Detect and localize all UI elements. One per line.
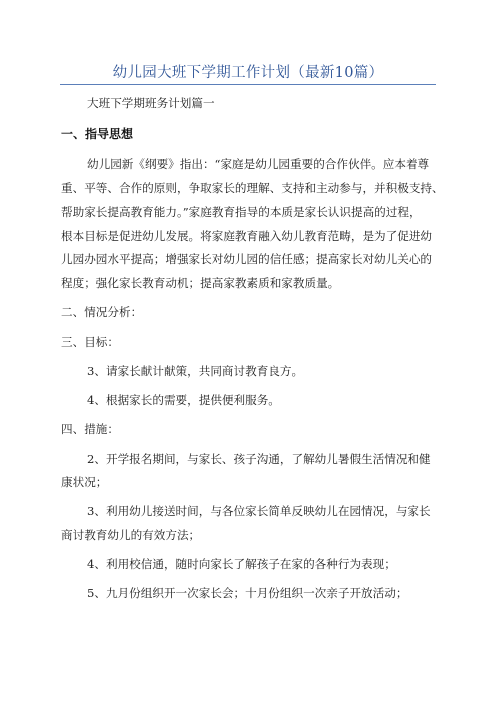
document-title: 幼儿园大班下学期工作计划（最新10篇）	[112, 65, 384, 81]
paragraph-line: 帮助家长提高教育能力。”家庭教育指导的本质是家长认识提高的过程，	[61, 205, 421, 219]
section-heading-goals: 三、目标：	[61, 335, 119, 349]
paragraph-line: 儿园办园水平提高；增强家长对幼儿园的信任感；提高家长对幼儿关心的	[61, 252, 433, 266]
section-heading-measures: 四、措施：	[61, 422, 119, 436]
goal-item: 4、根据家长的需要，提供便利服务。	[87, 393, 280, 407]
section-heading-guiding-ideology: 一、指导思想	[61, 127, 134, 141]
measure-item: 5、九月份组织开一次家长会；十月份组织一次亲子开放活动；	[87, 586, 408, 600]
paragraph-line: 幼儿园新《纲要》指出：“家庭是幼儿园重要的合作伙伴。应本着尊	[87, 157, 430, 171]
paragraph-line: 重、平等、合作的原则，争取家长的理解、支持和主动参与，并积极支持、	[61, 181, 444, 195]
measure-item-continued: 商讨教育幼儿的有效方法；	[61, 528, 201, 542]
measure-item: 2、开学报名期间，与家长、孩子沟通，了解幼儿暑假生活情况和健	[87, 452, 431, 466]
title-underline	[60, 84, 436, 85]
subtitle: 大班下学期班务计划篇一	[87, 96, 215, 110]
measure-item-continued: 康状况；	[61, 475, 108, 489]
section-heading-situation: 二、情况分析：	[61, 305, 143, 319]
measure-item: 4、利用校信通，随时向家长了解孩子在家的各种行为表现；	[87, 557, 396, 571]
paragraph-line: 程度；强化家长教育动机；提高家教素质和家教质量。	[61, 276, 340, 290]
paragraph-line: 根本目标是促进幼儿发展。将家庭教育融入幼儿教育范畴，是为了促进幼	[61, 229, 433, 243]
goal-item: 3、请家长献计献策，共同商讨教育良方。	[87, 364, 304, 378]
measure-item: 3、利用幼儿接送时间，与各位家长简单反映幼儿在园情况，与家长	[87, 504, 431, 518]
